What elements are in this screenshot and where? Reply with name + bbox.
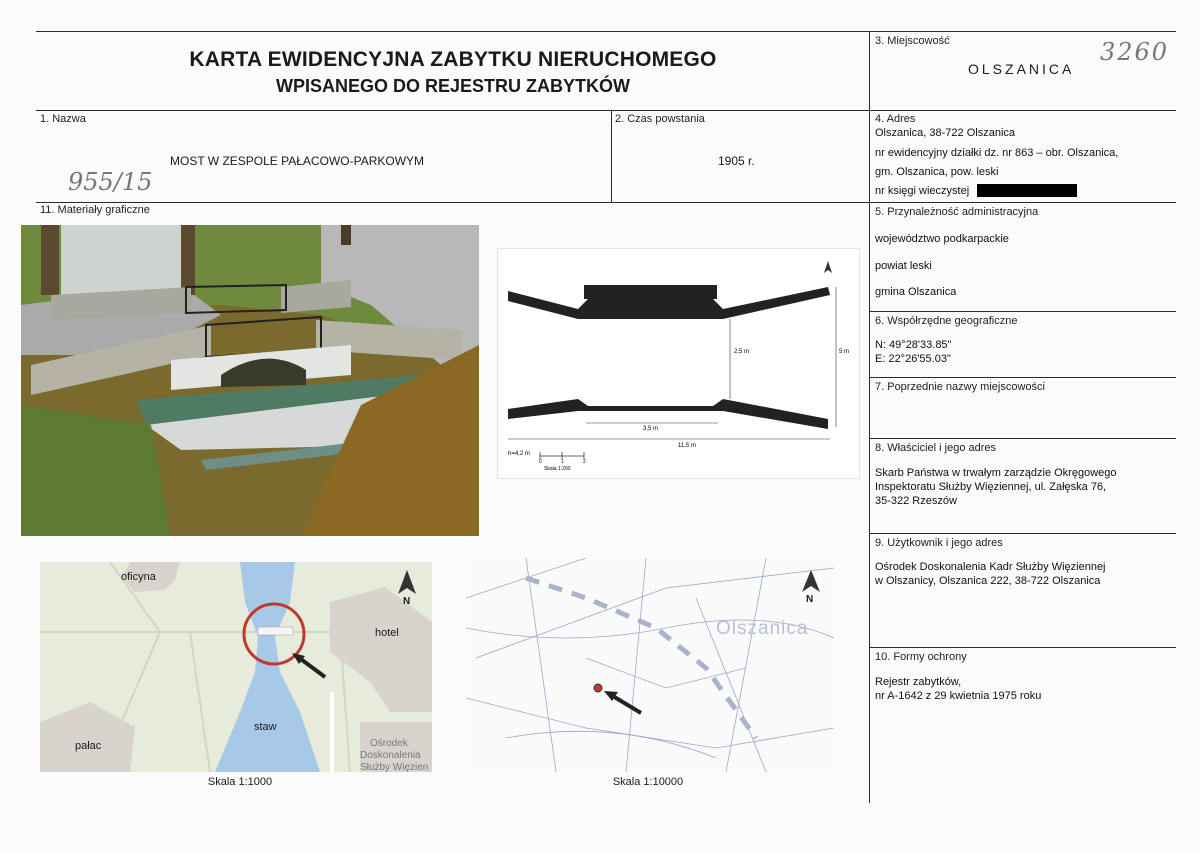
card-title-line1: KARTA EWIDENCYJNA ZABYTKU NIERUCHOMEGO [189,48,717,71]
uzytkownik-label: 9. Użytkownik i jego adres [875,537,1003,549]
ochrona-line1: Rejestr zabytków, [875,676,962,688]
czas-label: 2. Czas powstania [615,113,705,125]
wlasciciel-line3: 35-322 Rzeszów [875,495,957,507]
map2-scale-caption: Skala 1:10000 [612,776,684,788]
uzytkownik-line1: Ośrodek Doskonalenia Kadr Służby Więziennej [875,561,1106,573]
coord-n: N: 49°28'33.85" [875,339,952,351]
card-title-line2: WPISANEGO DO REJESTRU ZABYTKÓW [275,76,630,96]
nazwa-bottom-border [36,202,870,203]
ochrona-line2: nr A-1642 z 29 kwietnia 1975 roku [875,690,1042,702]
czas-value: 1905 r. [718,154,755,168]
wspolrzedne-label: 6. Współrzędne geograficzne [875,315,1018,327]
bridge-photo [21,225,479,536]
right-column-divider [869,31,870,803]
location-dot-marker [594,684,602,692]
adres-label: 4. Adres [875,113,916,125]
field7-border [869,377,1176,378]
dim-total-label: 11,5 m [678,443,696,449]
uzytkownik-line2: w Olszanicy, Olszanica 222, 38-722 Olszanica [875,575,1101,587]
map1-label-palac: pałac [75,740,102,752]
north-arrow-icon [802,570,820,592]
adres-line1: Olszanica, 38-722 Olszanica [875,127,1016,139]
map1-north-label: N [403,596,411,607]
map1-scale-caption: Skala 1:1000 [207,776,273,788]
map1-label-hotel: hotel [375,627,399,639]
map1-label-oficyna: oficyna [121,571,156,583]
site-map-overview [466,558,834,772]
redacted-land-register [977,184,1077,197]
poprzednie-label: 7. Poprzednie nazwy miejscowości [875,381,1045,393]
dim-inner-label: 3,5 m [643,426,659,432]
materialy-label: 11. Materiały graficzne [40,204,150,216]
top-border [36,31,1176,32]
field10-border [869,647,1176,648]
przynaleznosc-line3: gmina Olszanica [875,286,957,298]
map1-label-osrodek2: Doskonalenia [360,750,421,761]
nazwa-label: 1. Nazwa [40,113,86,125]
map1-label-osrodek3: Służby Więzien [360,762,429,772]
map2-place-label: Olszanica [716,618,809,639]
map1-label-staw: staw [254,721,277,733]
map2-north-label: N [806,594,814,605]
wlasciciel-label: 8. Właściciel i jego adres [875,442,997,454]
adres-line4: nr księgi wieczystej [875,185,970,197]
scale-tick-2: 2 [583,459,586,465]
wlasciciel-line2: Inspektoratu Służby Więziennej, ul. Załęska 76, [875,481,1107,493]
site-map-detail [40,562,432,772]
h-label: h=4,2 m [508,451,530,457]
miejscowosc-label: 3. Miejscowość [875,35,950,47]
map1-label-osrodek1: Ośrodek [370,738,408,749]
adres-line3: gm. Olszanica, pow. leski [875,166,999,178]
miejscowosc-value: OLSZANICA [968,61,1075,77]
dim-height-label: 5 m [839,349,850,355]
coord-e: E: 22°26'55.03" [875,353,951,365]
pointer-arrow-icon [611,695,641,713]
bridge-plan-drawing [497,248,860,479]
przynaleznosc-line1: województwo podkarpackie [875,233,1009,245]
adres-line2: nr ewidencyjny działki dz. nr 863 – obr. Olszanica, [875,147,1119,159]
field6-border [869,311,1176,312]
field9-border [869,533,1176,534]
scale-tick-1: 1 [561,459,564,465]
nazwa-czas-divider [611,110,612,202]
handwritten-file-number: 955/15 [68,168,153,196]
field8-border [869,438,1176,439]
scale-tick-0: 0 [539,459,542,465]
nazwa-value: MOST W ZESPOLE PAŁACOWO-PARKOWYM [170,154,425,168]
drawing-scale-label: Skala 1:200 [544,466,571,472]
przynaleznosc-line2: powiat leski [875,260,932,272]
field5-border [869,202,1176,203]
wlasciciel-line1: Skarb Państwa w trwałym zarządzie Okręgowego [875,467,1117,479]
north-arrow-icon [824,261,832,273]
handwritten-register-number: 3260 [1100,38,1170,66]
ochrona-label: 10. Formy ochrony [875,651,967,663]
przynaleznosc-label: 5. Przynależność administracyjna [875,206,1039,218]
title-bottom-border [36,110,1176,111]
dim-width-label: 2,5 m [734,349,750,355]
